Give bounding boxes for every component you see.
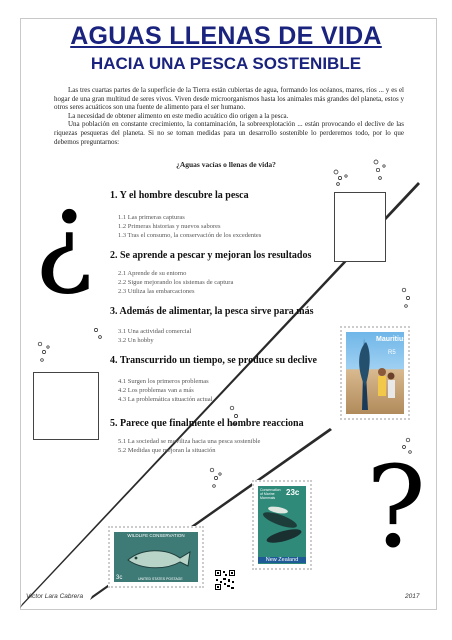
footer-author: Víctor Lara Cabrera: [26, 593, 84, 600]
section-2-item: 2.1 Aprende de su entorno: [118, 270, 187, 277]
stamp-country: UNITED STATES POSTAGE: [138, 577, 183, 581]
section-2-item: 2.2 Sigue mejorando los sistemas de captura: [118, 279, 234, 286]
page-subtitle: HACIA UNA PESCA SOSTENIBLE: [90, 54, 362, 73]
image-placeholder-box: [33, 372, 99, 440]
qr-code-icon[interactable]: [214, 569, 236, 591]
section-4-item: 4.1 Surgen los primeros problemas: [118, 378, 209, 385]
section-5-item: 5.1 La sociedad se moviliza hacia una pesca sostenible: [118, 438, 261, 445]
page-title: AGUAS LLENAS DE VIDA: [70, 22, 382, 50]
stamp-new-zealand: [252, 480, 312, 570]
opening-question-mark: ¿: [34, 169, 95, 299]
section-1-title: 1. Y el hombre descubre la pesca: [110, 190, 249, 201]
marlin-fishermen-illustration: [346, 332, 404, 414]
salmon-illustration: [114, 532, 198, 582]
stamp-value: 23c: [286, 488, 300, 497]
section-1-item: 1.1 Las primeras capturas: [118, 214, 185, 221]
intro-paragraph-2: La necesidad de obtener alimento en este medio acuático dio origen a la pesca.: [68, 111, 289, 120]
section-3-title: 3. Además de alimentar, la pesca sirve para más: [110, 306, 314, 317]
footer-year: 2017: [405, 593, 420, 600]
closing-question-mark: ?: [366, 443, 427, 573]
intro-paragraph-3: Una población en constante crecimiento, la contaminación, la sobreexplotación ... están provocando el declive de las riquezas pesqueras del planeta. Si no se toman medidas para un desarrollo sostenible lo perderemos todo, por lo que debemos preguntarnos:: [54, 120, 404, 146]
stamp-value: R5: [388, 350, 396, 356]
section-4-item: 4.2 Los problemas van a más: [118, 387, 194, 394]
section-5-title: 5. Parece que finalmente el hombre reacciona: [110, 418, 304, 429]
stamp-mauritius: [340, 326, 410, 420]
section-1-item: 1.3 Tras el consumo, la conservación de los excedentes: [118, 232, 262, 239]
stamp-country: Mauritius: [376, 336, 408, 343]
stamp-country: New Zealand: [258, 557, 306, 563]
section-4-item: 4.3 La problemática situación actual: [118, 396, 213, 403]
section-2-title: 2. Se aprende a pescar y mejoran los resultados: [110, 250, 312, 261]
section-3-item: 3.2 Un hobby: [118, 337, 154, 344]
intro-paragraph-1: Las tres cuartas partes de la superficie de la Tierra están cubiertas de agua, formando los océanos, mares, ríos ... y es el hogar de una gran multitud de seres vivos. Viven desde microorganismos hasta los animales más grandes del planeta, estos y otros seres acuáticos son una fuente de alimento para el ser humano.: [54, 86, 404, 112]
stamp-caption: Conservation of Marine Mammals: [260, 488, 281, 500]
stamp-value: 3c: [116, 575, 123, 581]
section-3-item: 3.1 Una actividad comercial: [118, 328, 192, 335]
central-question: ¿Aguas vacías o llenas de vida?: [176, 160, 276, 169]
stamp-caption: WILDLIFE CONSERVATION: [127, 533, 185, 538]
section-4-title: 4. Transcurrido un tiempo, se produce su declive: [110, 355, 317, 366]
section-5-item: 5.2 Medidas que mejoran la situación: [118, 447, 216, 454]
section-1-item: 1.2 Primeras historias y nuevos sabores: [118, 223, 221, 230]
stamp-usa-wildlife: [108, 526, 204, 588]
section-2-item: 2.3 Utiliza las embarcaciones: [118, 288, 195, 295]
image-placeholder-box: [334, 192, 386, 262]
